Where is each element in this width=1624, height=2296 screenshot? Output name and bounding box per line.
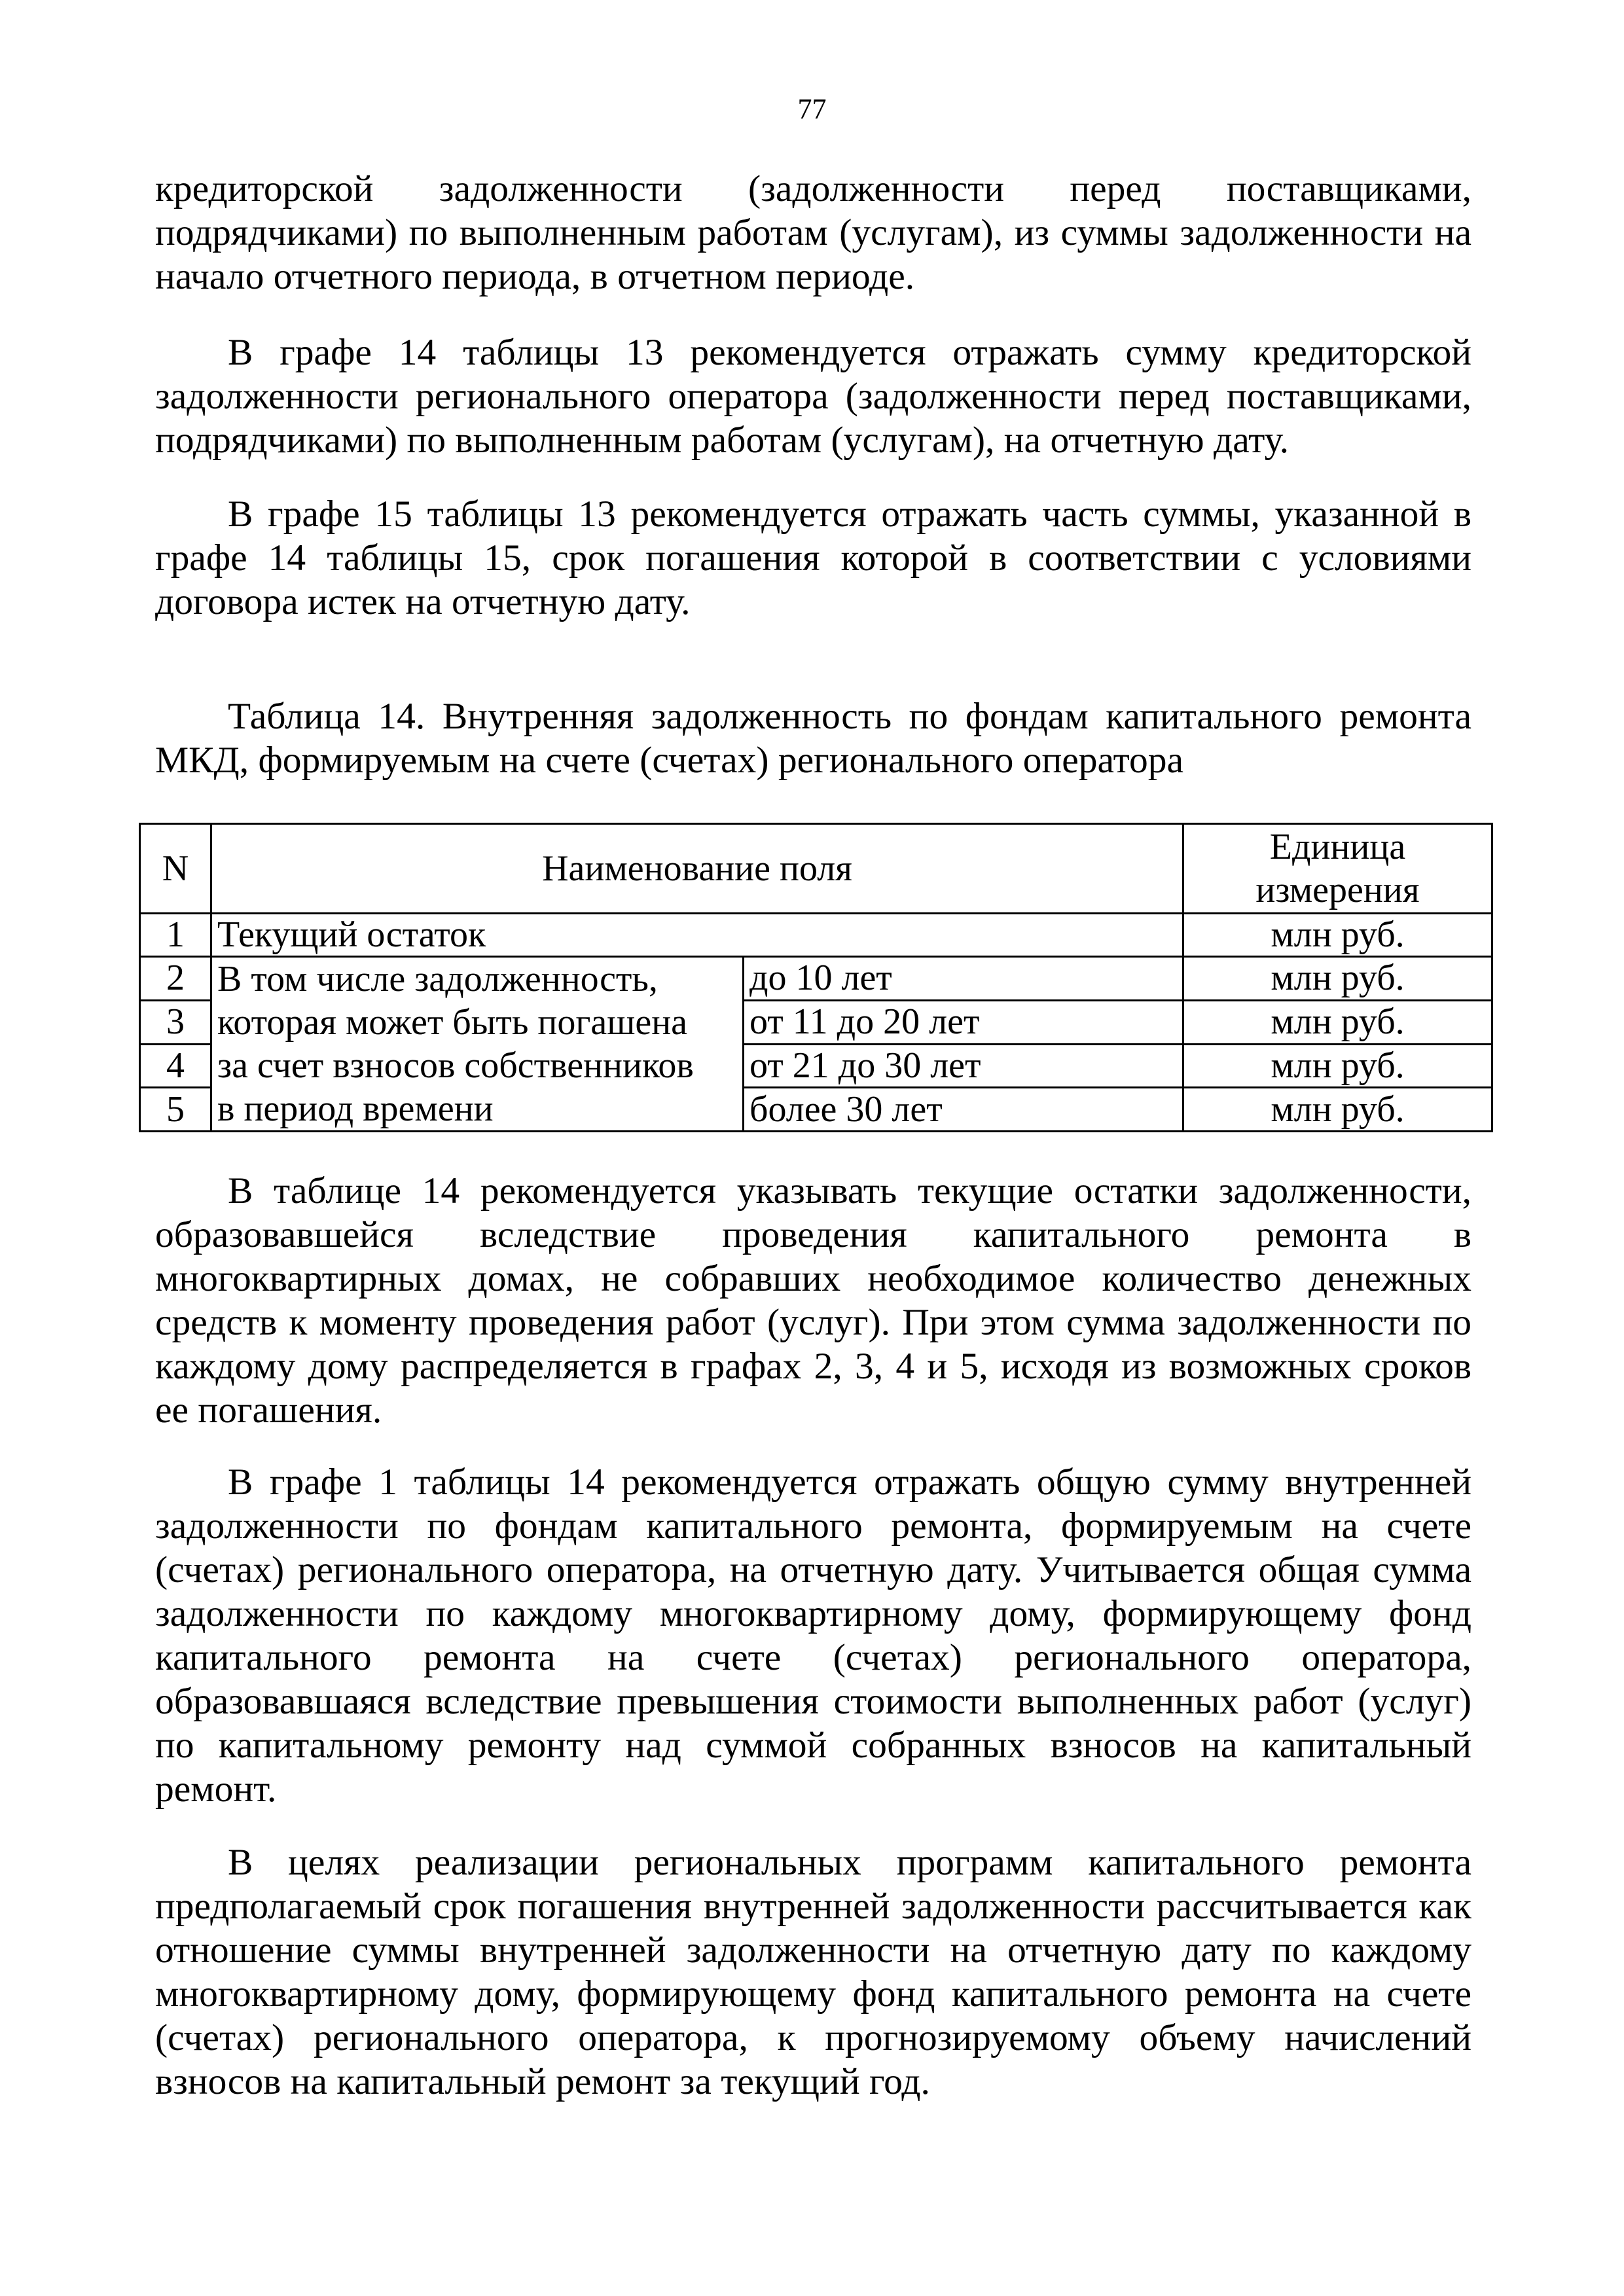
row-name: Текущий остаток	[211, 914, 1183, 957]
header-unit-line2: измерения	[1255, 870, 1420, 910]
page-number: 77	[797, 93, 827, 125]
row-period: от 11 до 20 лет	[744, 1000, 1183, 1044]
paragraph-continuation: кредиторской задолженности (задолженности перед поставщиками, подрядчиками) по выполненным работам (услугам), из суммы задолженности на начало отчетного периода, в отчетном периоде.	[155, 168, 1471, 297]
merged-label-line3: за счет взносов собственников	[217, 1045, 694, 1086]
table-row	[140, 957, 1492, 1001]
row-period: до 10 лет	[744, 957, 1183, 1001]
table-row	[140, 914, 1492, 957]
row-number: 3	[140, 1000, 211, 1044]
row-period: более 30 лет	[744, 1088, 1183, 1132]
row-unit: млн руб.	[1183, 1044, 1492, 1088]
row-number: 5	[140, 1088, 211, 1132]
merged-label-line1: В том числе задолженность,	[217, 959, 658, 999]
paragraph-repayment-term: В целях реализации региональных программ капитального ремонта предполагаемый срок погашения внутренней задолженности рассчитывается как отношение суммы внутренней задолженности на отчетную дату по каждому многоквартирному дому, формирующему фонд капитального ремонта на счете (счетах) регионального оператора, к прогнозируемому объему начислений взносов на капитальный ремонт за текущий год.	[155, 1842, 1471, 2102]
paragraph-column-14: В графе 14 таблицы 13 рекомендуется отражать сумму кредиторской задолженности регионального оператора (задолженности перед поставщиками, подрядчиками) по выполненным работам (услугам), на отчетную дату.	[155, 332, 1471, 461]
merged-label-line2: которая может быть погашена	[217, 1002, 688, 1043]
header-unit	[1183, 824, 1492, 914]
paragraph-column-15: В графе 15 таблицы 13 рекомендуется отражать часть суммы, указанной в графе 14 таблицы 15, срок погашения которой в соответствии с условиями договора истек на отчетную дату.	[155, 493, 1471, 622]
row-number: 2	[140, 957, 211, 1001]
header-field-name: Наименование поля	[211, 824, 1183, 914]
row-unit: млн руб.	[1183, 914, 1492, 957]
debt-table	[139, 823, 1493, 1132]
row-unit: млн руб.	[1183, 957, 1492, 1001]
row-number: 1	[140, 914, 211, 957]
row-unit: млн руб.	[1183, 1088, 1492, 1132]
merged-label-line4: в период времени	[217, 1088, 494, 1129]
paragraph-column-1: В графе 1 таблицы 14 рекомендуется отражать общую сумму внутренней задолженности по фондам капитального ремонта, формируемым на счете (счетах) регионального оператора, на отчетную дату. Учитывается общая сумма задолженности по каждому многоквартирному дому, формирующему фонд капитального ремонта на счете (счетах) регионального оператора, образовавшаяся вследствие превышения стоимости выполненных работ (услуг) по капитальному ремонту над суммой собранных взносов на капитальный ремонт.	[155, 1462, 1471, 1810]
header-unit-line1: Единица	[1269, 827, 1406, 867]
merged-label-cell	[211, 957, 744, 1132]
table-header-row	[140, 824, 1492, 914]
row-unit: млн руб.	[1183, 1000, 1492, 1044]
header-n: N	[140, 824, 211, 914]
paragraph-table-14-description: В таблице 14 рекомендуется указывать текущие остатки задолженности, образовавшейся вследствие проведения капитального ремонта в многоквартирных домах, не собравших необходимое количество денежных средств к моменту проведения работ (услуг). При этом сумма задолженности по каждому дому распределяется в графах 2, 3, 4 и 5, исходя из возможных сроков ее погашения.	[155, 1170, 1471, 1431]
row-period: от 21 до 30 лет	[744, 1044, 1183, 1088]
table-caption: Таблица 14. Внутренняя задолженность по фондам капитального ремонта МКД, формируемым на счете (счетах) регионального оператора	[155, 696, 1471, 781]
row-number: 4	[140, 1044, 211, 1088]
